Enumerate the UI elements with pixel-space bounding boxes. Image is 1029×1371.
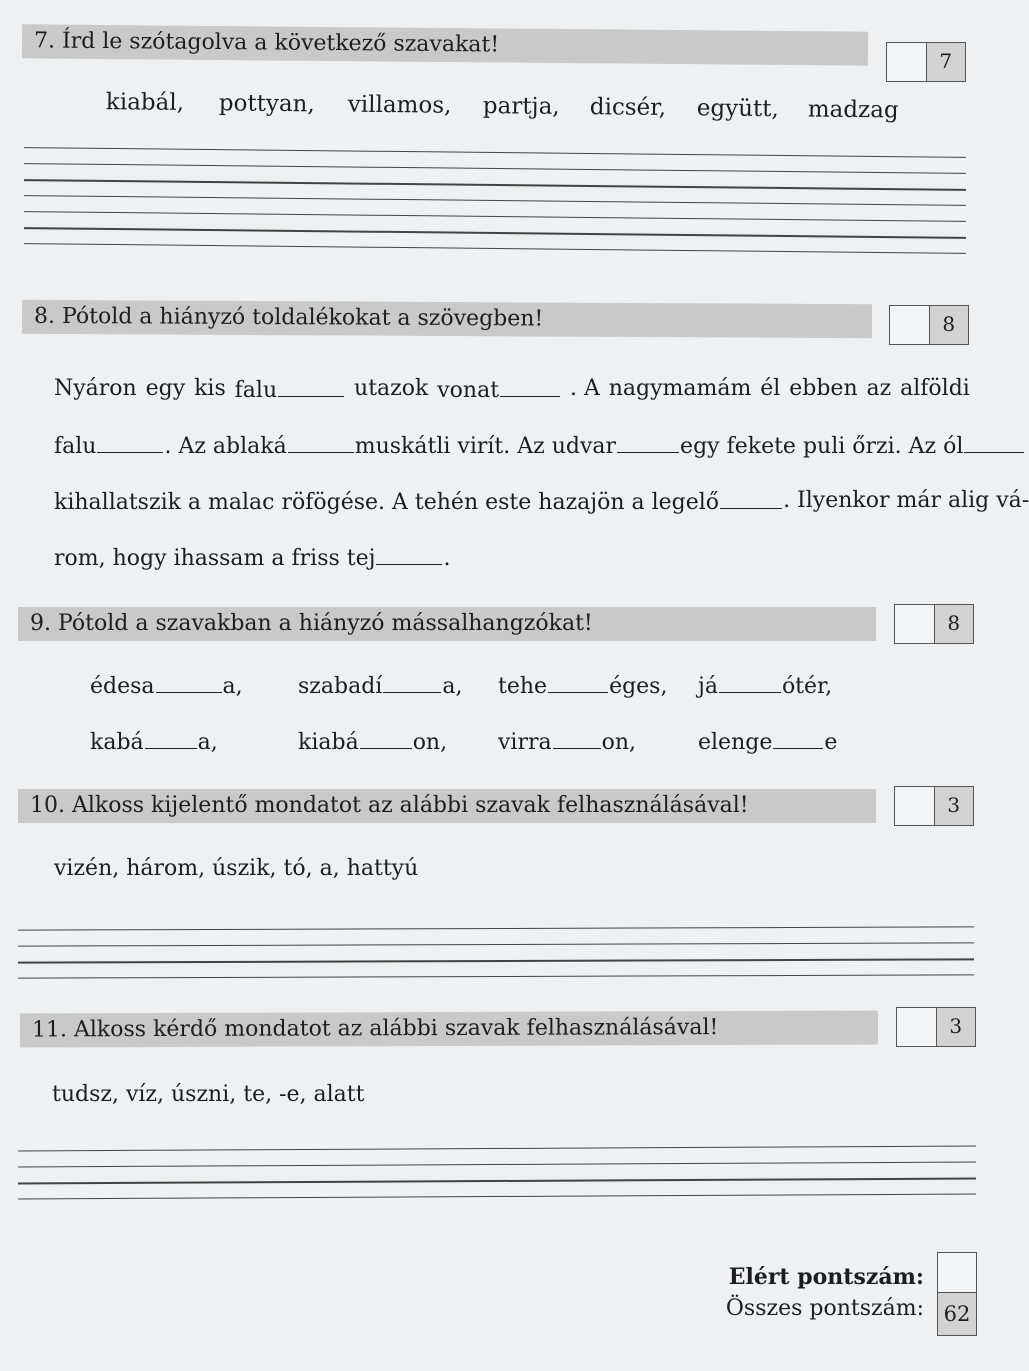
text: já — [698, 674, 718, 699]
text: tehe — [498, 674, 548, 699]
task-7-word: együtt, — [696, 95, 779, 123]
fill-blank[interactable] — [720, 488, 782, 509]
text: . — [443, 546, 451, 571]
fill-blank[interactable] — [617, 432, 679, 453]
task-8-line-2 — [54, 432, 970, 459]
fill-blank[interactable] — [145, 728, 197, 749]
task-11-points: 3 — [937, 1008, 976, 1046]
writing-line[interactable] — [18, 1193, 976, 1199]
text: nagymamám — [608, 376, 752, 401]
text: muskátli virít. Az udvar — [354, 434, 617, 459]
task-9-score-input[interactable] — [895, 605, 935, 643]
text-with-blank — [235, 376, 345, 403]
word-gap — [498, 672, 667, 699]
task-10-header — [18, 789, 876, 823]
text-with-blank — [54, 432, 355, 459]
word-gap — [498, 728, 636, 755]
word-gap — [698, 728, 837, 755]
writing-line[interactable] — [18, 942, 974, 946]
text: rom, hogy ihassam a friss tej — [54, 546, 376, 571]
task-9-points: 8 — [935, 605, 974, 643]
fill-blank[interactable] — [548, 672, 608, 693]
task-8-line-4 — [54, 544, 970, 571]
writing-line[interactable] — [18, 1177, 976, 1184]
task-10-prompt: vizén, három, úszik, tó, a, hattyú — [54, 856, 419, 881]
text-with-blank — [355, 432, 680, 459]
task-11-score-box — [896, 1007, 976, 1047]
task-7-word: madzag — [807, 96, 899, 124]
text-with-blank — [680, 432, 1025, 459]
word-gap — [298, 728, 447, 755]
task-7-word: dicsér, — [589, 94, 667, 121]
text: ebben — [789, 376, 858, 401]
text: a, — [197, 730, 218, 755]
total-score-box — [937, 1292, 977, 1336]
writing-line[interactable] — [18, 974, 974, 978]
task-7-score-input[interactable] — [887, 43, 927, 81]
word-gap — [90, 672, 243, 699]
fill-blank[interactable] — [773, 728, 823, 749]
text-with-blank — [54, 488, 783, 515]
text: szabadí — [298, 674, 383, 699]
task-10-score-input[interactable] — [895, 787, 935, 825]
achieved-score-box[interactable] — [937, 1252, 977, 1294]
task-10-title: 10. Alkoss kijelentő mondatot az alábbi szavak felhasználásával! — [30, 793, 749, 818]
text: éges, — [609, 674, 668, 699]
text: falu — [54, 434, 97, 459]
text-with-blank — [54, 544, 450, 571]
total-score-value: 62 — [943, 1302, 971, 1326]
task-7-word: kiabál, — [105, 89, 185, 116]
task-11-title: 11. Alkoss kérdő mondatot az alábbi szavak felhasználásával! — [31, 1015, 719, 1043]
text: . Ilyenkor már alig vá- — [783, 488, 1029, 513]
word-gap — [698, 672, 832, 699]
writing-line[interactable] — [24, 211, 966, 222]
task-8-header — [22, 300, 872, 338]
text: a, — [222, 674, 243, 699]
text: . A — [569, 376, 600, 401]
writing-line[interactable] — [18, 926, 974, 930]
fill-blank[interactable] — [553, 728, 601, 749]
fill-blank[interactable] — [383, 672, 441, 693]
task-9-score-box — [894, 604, 974, 644]
task-8-score-box — [889, 305, 969, 345]
fill-blank[interactable] — [156, 672, 222, 693]
text: utazok — [354, 376, 429, 401]
text: ótér, — [781, 674, 833, 699]
text: kihallatszik a malac röfögése. A tehén este hazajön a legelő — [54, 490, 720, 515]
task-10-points: 3 — [935, 787, 974, 825]
text-with-blank — [437, 376, 561, 403]
task-7-word: villamos, — [347, 91, 452, 119]
text: . Az ablaká — [164, 434, 287, 459]
writing-line[interactable] — [24, 195, 966, 206]
task-11-header — [20, 1011, 878, 1048]
text: kiabá — [298, 730, 359, 755]
fill-blank[interactable] — [278, 376, 344, 397]
text: Nyáron — [54, 376, 137, 401]
writing-line[interactable] — [24, 147, 966, 158]
total-score-label: Összes pontszám: — [725, 1296, 924, 1321]
task-7-word: pottyan, — [218, 90, 315, 118]
task-8-score-input[interactable] — [890, 306, 930, 344]
task-8-line-3 — [54, 488, 1029, 515]
task-8-points: 8 — [930, 306, 969, 344]
text: virra — [498, 730, 552, 755]
task-8-title: 8. Pótold a hiányzó toldalékokat a szövegben! — [33, 303, 544, 332]
writing-line[interactable] — [18, 958, 974, 963]
text: egy fekete puli őrzi. Az ól — [680, 434, 964, 459]
task-7-word: partja, — [482, 93, 560, 120]
writing-line[interactable] — [24, 227, 966, 239]
word-gap — [90, 728, 218, 755]
writing-line[interactable] — [24, 243, 966, 254]
word-gap — [298, 672, 462, 699]
task-9-header — [18, 607, 876, 641]
task-7-title: 7. Írd le szótagolva a következő szavakat! — [33, 28, 500, 58]
writing-line[interactable] — [18, 1161, 976, 1167]
text: on, — [601, 730, 637, 755]
text: egy — [145, 376, 186, 401]
task-7-points: 7 — [927, 43, 966, 81]
text: kabá — [90, 730, 144, 755]
text: kis — [194, 376, 226, 401]
fill-blank[interactable] — [376, 544, 442, 565]
fill-blank[interactable] — [964, 432, 1024, 453]
text: alföldi — [900, 376, 970, 401]
task-11-score-input[interactable] — [897, 1008, 937, 1046]
task-7-score-box — [886, 42, 966, 82]
text: e — [824, 730, 838, 755]
task-10-score-box — [894, 786, 974, 826]
achieved-score-label: Elért pontszám: — [728, 1264, 924, 1290]
fill-blank[interactable] — [500, 376, 560, 397]
text: az — [866, 376, 892, 401]
task-9-title: 9. Pótold a szavakban a hiányzó mássalhangzókat! — [30, 611, 593, 636]
text: elenge — [698, 730, 773, 755]
text: a, — [442, 674, 463, 699]
text: vonat — [437, 378, 500, 403]
task-7-header — [22, 24, 868, 65]
fill-blank[interactable] — [97, 432, 163, 453]
task-11-prompt: tudsz, víz, úszni, te, -e, alatt — [52, 1082, 365, 1107]
fill-blank[interactable] — [360, 728, 412, 749]
task-8-line-1 — [54, 376, 970, 403]
text: on, — [412, 730, 448, 755]
fill-blank[interactable] — [719, 672, 781, 693]
text: él — [760, 376, 781, 401]
writing-line[interactable] — [24, 179, 966, 191]
writing-line[interactable] — [24, 163, 966, 174]
writing-line[interactable] — [18, 1145, 976, 1151]
text: falu — [234, 378, 278, 403]
fill-blank[interactable] — [288, 432, 354, 453]
text: édesa — [90, 674, 155, 699]
